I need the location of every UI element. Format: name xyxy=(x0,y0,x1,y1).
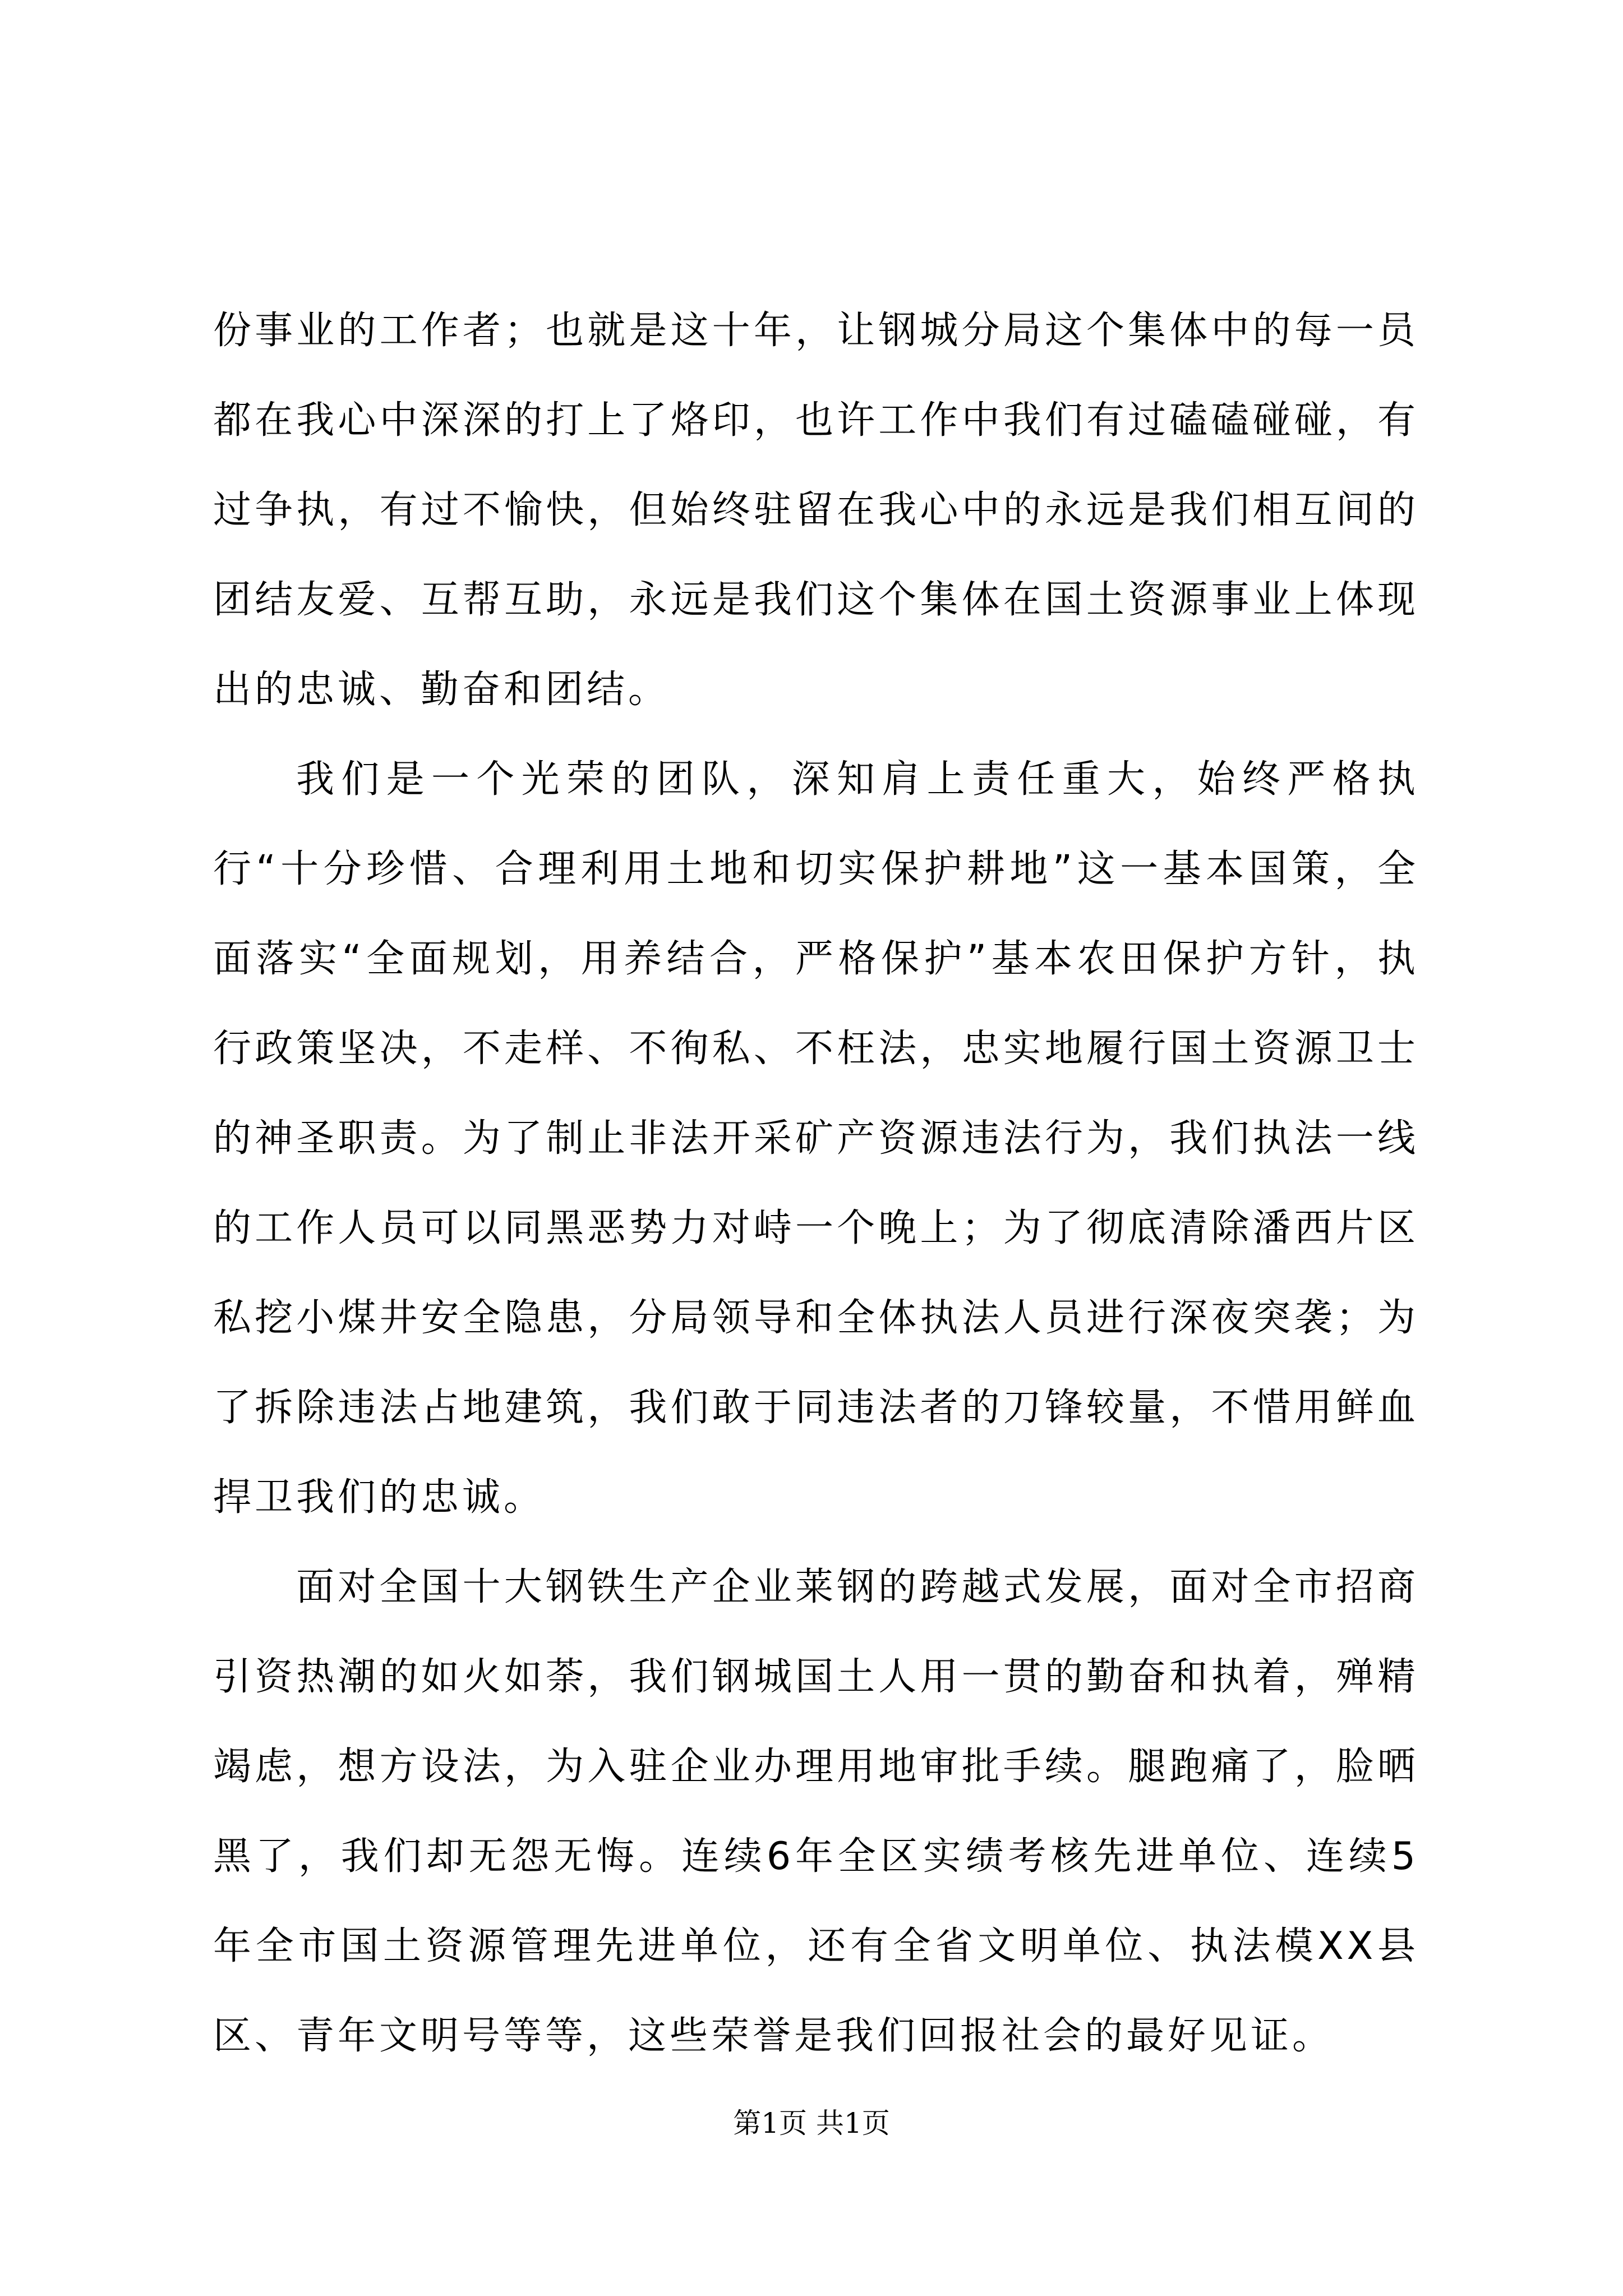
paragraph-continuation: 份事业的工作者；也就是这十年，让钢城分局这个集体中的每一员都在我心中深深的打上了烙印，也许工作中我们有过磕磕碰碰，有过争执，有过不愉快，但始终驻留在我心中的永远是我们相互间的团结友爱、互帮互助，永远是我们这个集体在国土资源事业上体现出的忠诚、勤奋和团结。 xyxy=(213,309,1419,712)
paragraph-glorious-team: 我们是一个光荣的团队，深知肩上责任重大，始终严格执行“十分珍惜、合理利用土地和切实保护耕地”这一基本国策，全面落实“全面规划，用养结合，严格保护”基本农田保护方针，执行政策坚决，不走样、不徇私、不枉法，忠实地履行国土资源卫士的神圣职责。为了制止非法开采矿产资源违法行为，我们执法一线的工作人员可以同黑恶势力对峙一个晚上；为了彻底清除潘西片区私挖小煤井安全隐患，分局领导和全体执法人员进行深夜突袭；为了拆除违法占地建筑，我们敢于同违法者的刀锋较量，不惜用鲜血捍卫我们的忠诚。 xyxy=(213,757,1419,1520)
paragraph-development-honors: 面对全国十大钢铁生产企业莱钢的跨越式发展，面对全市招商引资热潮的如火如荼，我们钢城国土人用一贯的勤奋和执着，殚精竭虑，想方设法，为入驻企业办理用地审批手续。腿跑痛了，脸晒黑了，我们却无怨无悔。连续6年全区实绩考核先进单位、连续5年全市国土资源管理先进单位，还有全省文明单位、执法模XX县区、青年文明号等等，这些荣誉是我们回报社会的最好见证。 xyxy=(213,1565,1419,2058)
document-body xyxy=(213,286,1419,2081)
page-number-footer: 第1页 共1页 xyxy=(733,2107,890,2139)
